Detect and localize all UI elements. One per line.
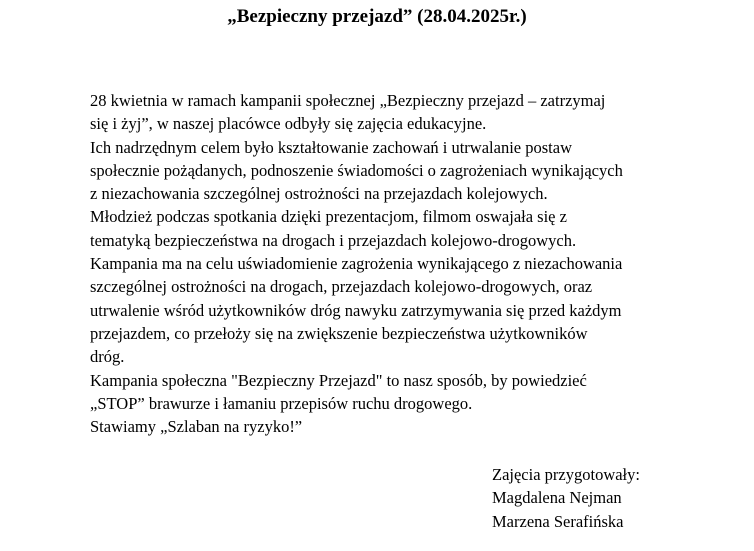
signature-name: Magdalena Nejman	[492, 488, 622, 508]
body-line: 28 kwietnia w ramach kampanii społecznej „Bezpieczny przejazd – zatrzymaj	[90, 91, 606, 110]
body-line: Kampania społeczna "Bezpieczny Przejazd" to nasz sposób, by powiedzieć	[90, 370, 587, 390]
body-line: Ich nadrzędnym celem było kształtowanie zachowań i utrwalanie postaw	[90, 137, 572, 157]
body-line: „STOP” brawurze i łamaniu przepisów ruchu drogowego.	[90, 393, 473, 413]
body-line: przejazdem, co przełoży się na zwiększenie bezpieczeństwa użytkowników	[90, 323, 588, 343]
body-line: społecznie pożądanych, podnoszenie świadomości o zagrożeniach wynikających	[90, 160, 623, 180]
document-body	[90, 89, 730, 438]
body-line: dróg.	[90, 347, 125, 367]
signature-heading: Zajęcia przygotowały:	[492, 465, 640, 484]
document-title: „Bezpieczny przejazd” (28.04.2025r.)	[227, 6, 527, 27]
body-line: Kampania ma na celu uświadomienie zagrożenia wynikającego z niezachowania	[90, 254, 623, 274]
body-line: Stawiamy „Szlaban na ryzyko!”	[90, 417, 303, 437]
body-line: szczególnej ostrożności na drogach, przejazdach kolejowo-drogowych, oraz	[90, 277, 593, 297]
body-line: z niezachowania szczególnej ostrożności na przejazdach kolejowych.	[90, 184, 548, 204]
signature-name: Marzena Serafińska	[492, 511, 624, 531]
body-line: utrwalenie wśród użytkowników dróg nawyku zatrzymywania się przed każdym	[90, 300, 622, 320]
body-line: się i żyj”, w naszej placówce odbyły się zajęcia edukacyjne.	[90, 114, 487, 134]
body-line: tematyką bezpieczeństwa na drogach i przejazdach kolejowo-drogowych.	[90, 230, 577, 250]
body-line: Młodzież podczas spotkania dzięki prezentacjom, filmom oswajała się z	[90, 207, 567, 227]
signature-block	[492, 463, 640, 533]
